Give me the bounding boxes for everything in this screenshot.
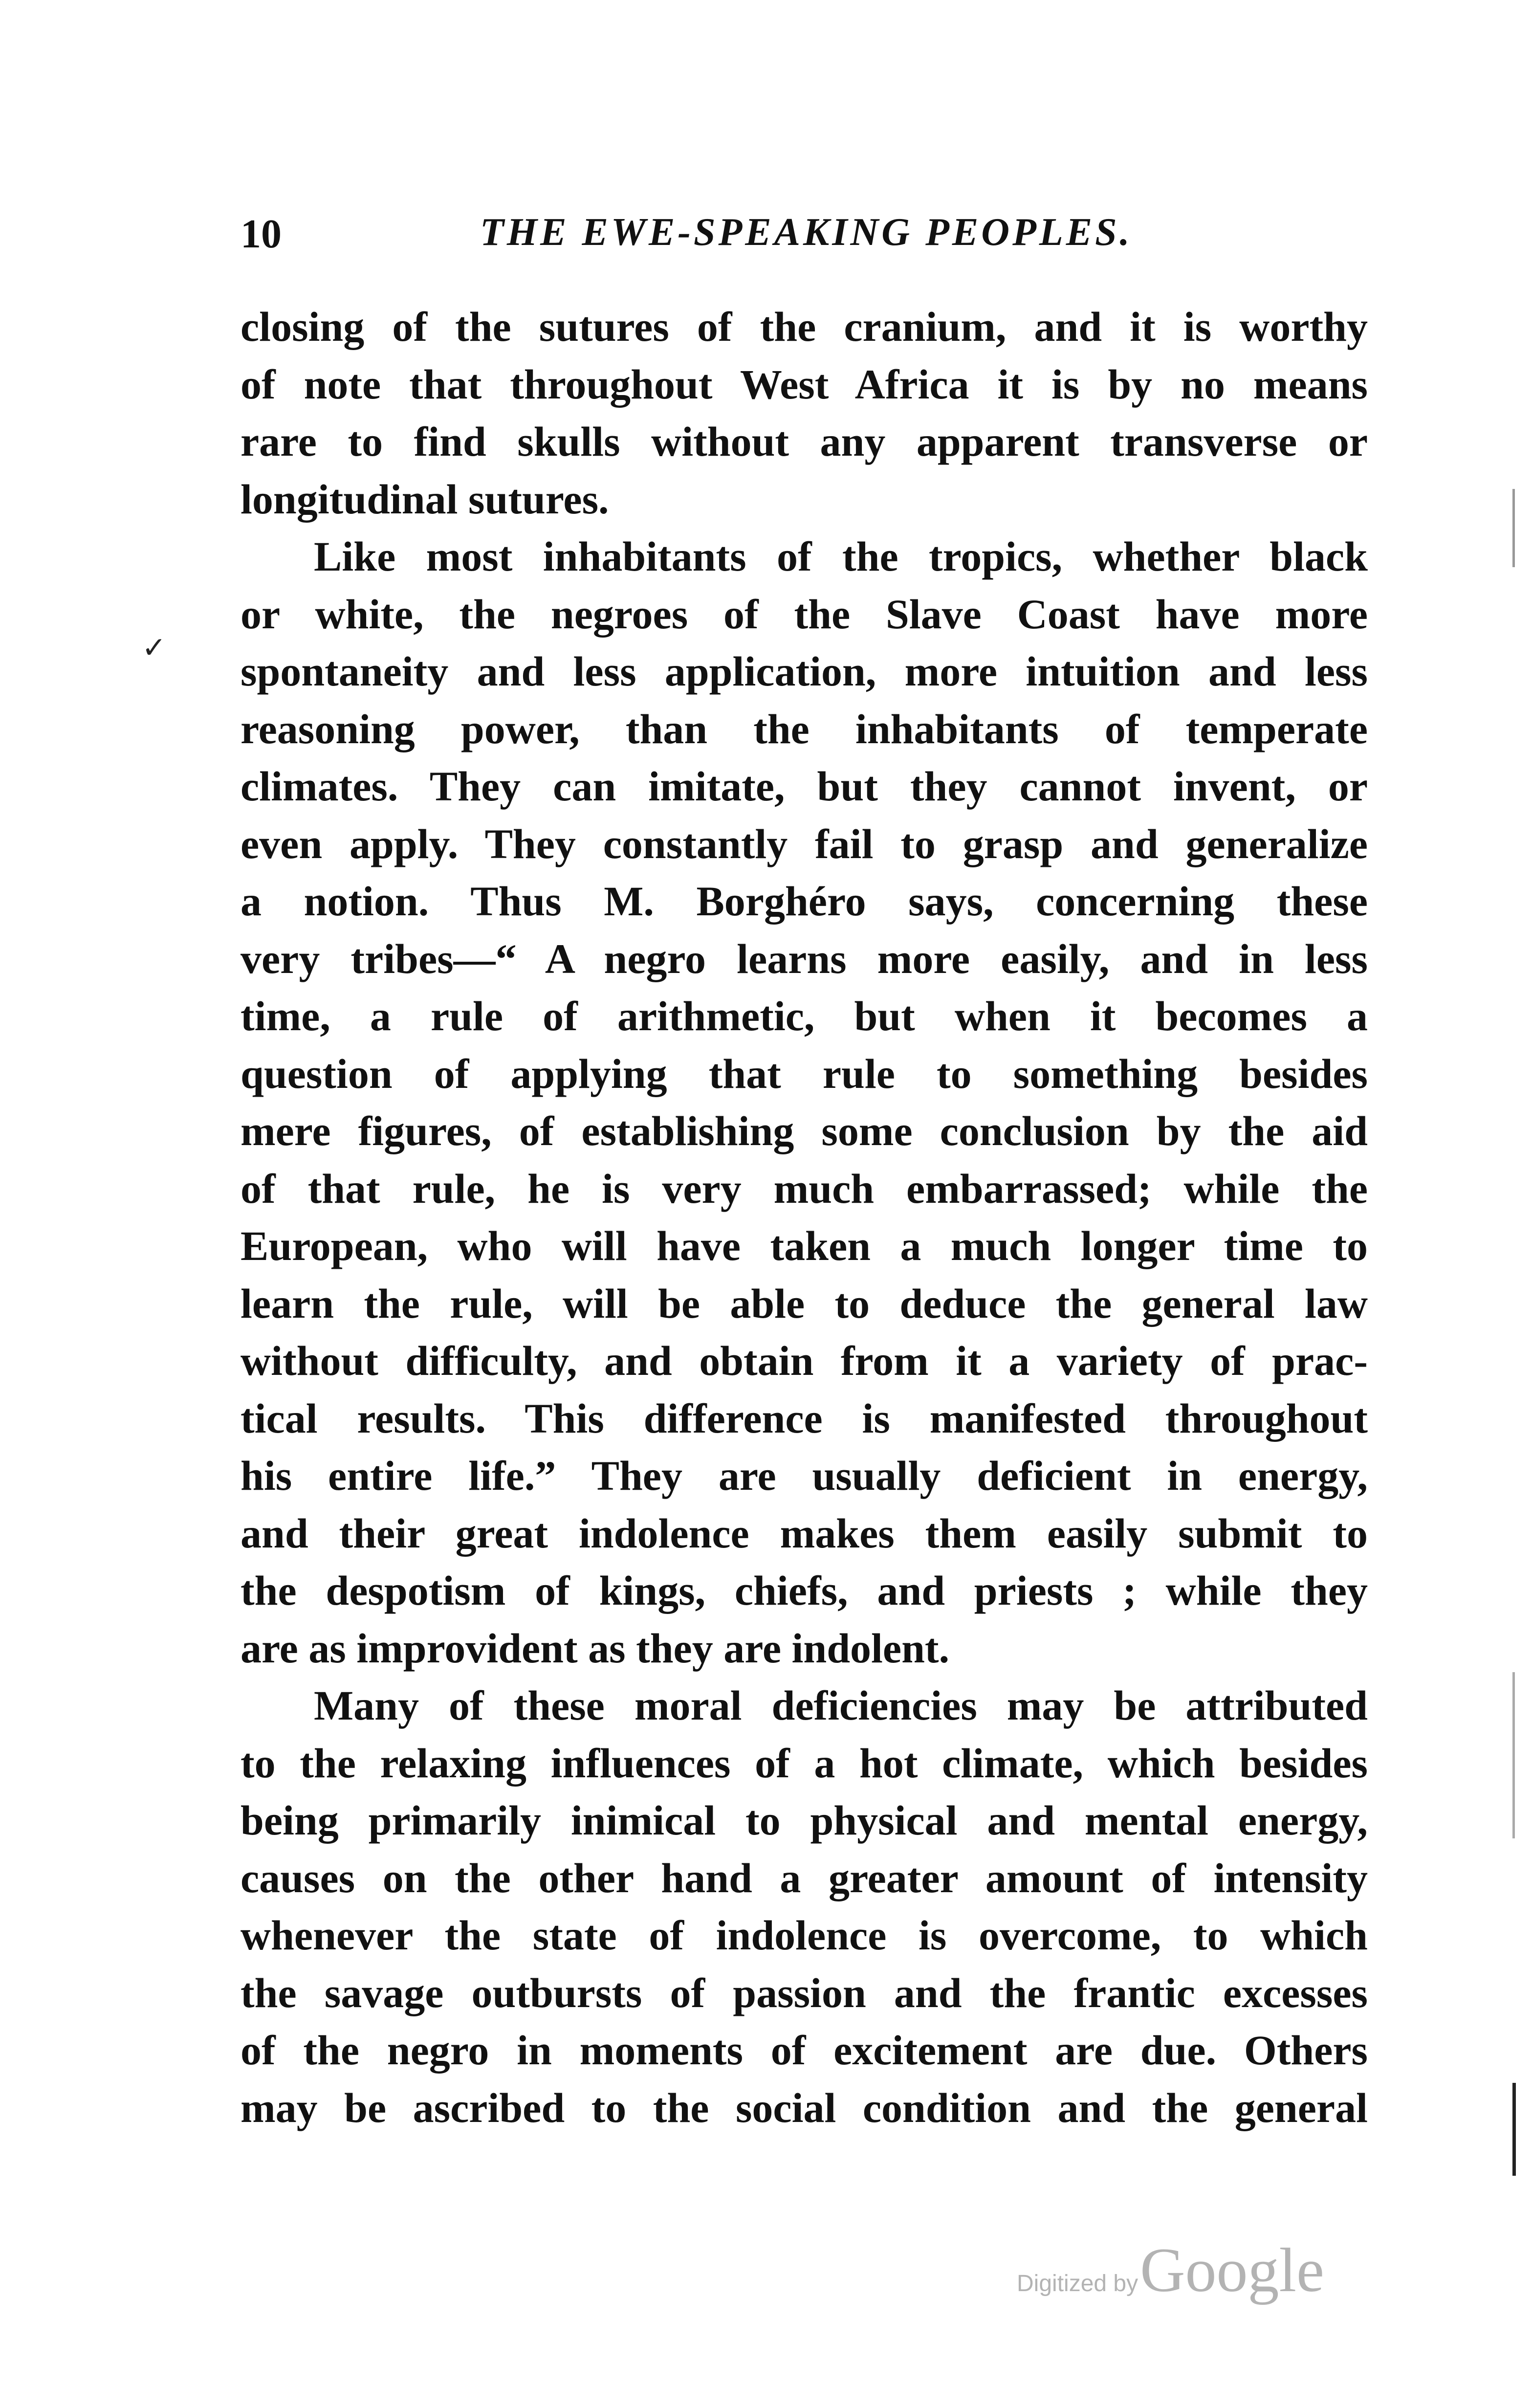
text-line: question of applying that rule to something besides [241, 1050, 1368, 1097]
margin-rule [1512, 1672, 1515, 1838]
running-title: THE EWE-SPEAKING PEOPLES. [480, 211, 1133, 254]
watermark-prefix: Digitized by [1017, 2271, 1138, 2297]
text-line: may be ascribed to the social condition and the general [241, 2084, 1368, 2131]
text-line: time, a rule of arithmetic, but when it becomes a [241, 993, 1368, 1039]
text-line: mere figures, of establishing some conclusion by the aid [241, 1107, 1368, 1154]
text-line: climates. They can imitate, but they cannot invent, or [241, 763, 1368, 810]
watermark-brand: Google [1140, 2235, 1324, 2305]
margin-check-mark-icon: ✓ [142, 632, 167, 664]
text-line: the savage outbursts of passion and the frantic excesses [241, 1969, 1368, 2016]
text-line: spontaneity and less application, more intuition and less [241, 648, 1368, 695]
google-watermark [1017, 2234, 1324, 2306]
text-line: tical results. This difference is manifested throughout [241, 1394, 1368, 1442]
text-line: causes on the other hand a greater amount of intensity [241, 1854, 1368, 1901]
text-line: without difficulty, and obtain from it a variety of prac- [241, 1337, 1368, 1384]
text-line: even apply. They constantly fail to grasp and generalize [241, 820, 1368, 867]
text-line: very tribes—“ A negro learns more easily, and in less [241, 935, 1368, 982]
text-line: to the relaxing influences of a hot climate, which besides [241, 1739, 1368, 1787]
body-text [241, 298, 1368, 2137]
text-line: longitudinal sutures. [241, 475, 609, 523]
text-line: Like most inhabitants of the tropics, whether black [314, 533, 1368, 580]
text-line: of the negro in moments of excitement are due. Others [241, 2027, 1368, 2074]
text-line: European, who will have taken a much longer time to [241, 1222, 1368, 1269]
running-head [241, 210, 1368, 264]
text-line: learn the rule, will be able to deduce the general law [241, 1280, 1368, 1327]
text-line: closing of the sutures of the cranium, and it is worthy [241, 303, 1368, 350]
text-line: of note that throughout West Africa it is by no means [241, 360, 1368, 408]
text-line: and their great indolence makes them easily submit to [241, 1509, 1368, 1557]
text-line: his entire life.” They are usually deficient in energy, [241, 1452, 1368, 1499]
text-line: the despotism of kings, chiefs, and priests ; while they [241, 1567, 1368, 1614]
text-line: a notion. Thus M. Borghéro says, concerning these [241, 878, 1368, 925]
text-line: of that rule, he is very much embarrassed; while the [241, 1165, 1368, 1212]
text-line: being primarily inimical to physical and mental energy, [241, 1797, 1368, 1844]
margin-rule [1512, 489, 1515, 567]
text-line: or white, the negroes of the Slave Coast have more [241, 590, 1368, 638]
margin-rule [1512, 2083, 1516, 2176]
text-line: are as improvident as they are indolent. [241, 1624, 950, 1672]
text-line: rare to find skulls without any apparent transverse or [241, 418, 1368, 465]
page-number: 10 [241, 211, 282, 257]
text-line: Many of these moral deficiencies may be attributed [314, 1682, 1368, 1729]
text-line: reasoning power, than the inhabitants of temperate [241, 705, 1368, 752]
text-line: whenever the state of indolence is overcome, to which [241, 1912, 1368, 1959]
